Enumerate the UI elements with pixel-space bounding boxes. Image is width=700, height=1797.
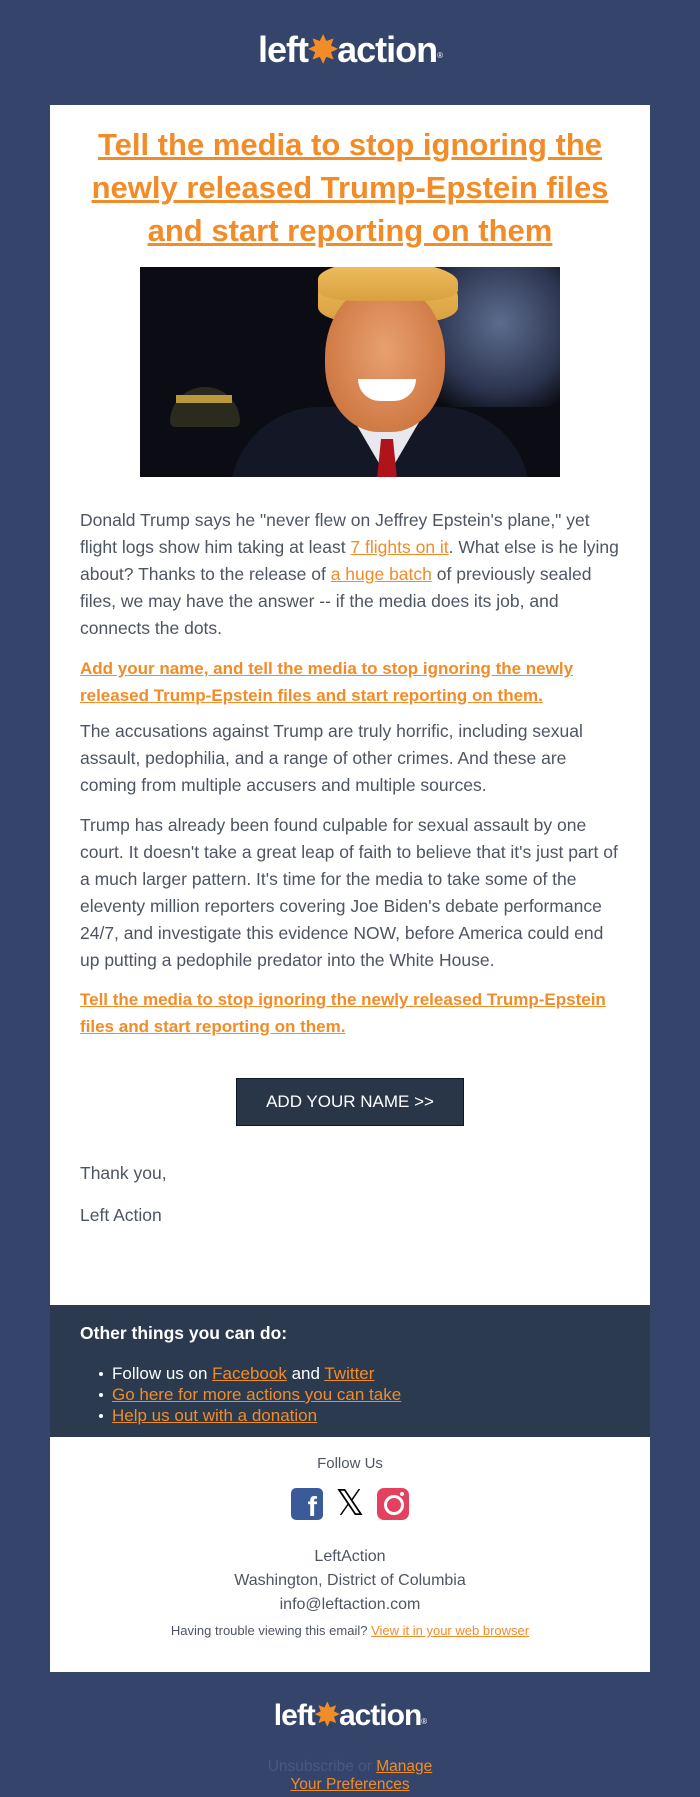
cta-link-1[interactable]: Add your name, and tell the media to stop ignoring the newly released Trump-Epstein files and start reporting on them. bbox=[80, 659, 574, 705]
org-address bbox=[50, 1545, 650, 1617]
registered-mark: ® bbox=[437, 51, 443, 60]
logo-text-left: left bbox=[273, 1699, 315, 1732]
org-email: info@leftaction.com bbox=[279, 1596, 421, 1613]
email-card bbox=[50, 105, 650, 1672]
twitter-link[interactable]: Twitter bbox=[324, 1364, 375, 1383]
paragraph-text: . What else is he lying about? Thanks to the release of bbox=[80, 537, 619, 584]
add-your-name-button[interactable]: ADD YOUR NAME >> bbox=[236, 1078, 464, 1126]
burst-icon: ✸ bbox=[314, 1699, 339, 1732]
other-actions-panel bbox=[50, 1305, 650, 1437]
other-actions-title: Other things you can do: bbox=[80, 1323, 288, 1343]
headline-link[interactable]: Tell the media to stop ignoring the newly released Trump-Epstein files and start reporting on them bbox=[91, 127, 609, 248]
facebook-link[interactable]: Facebook bbox=[212, 1364, 287, 1383]
more-actions-link[interactable]: Go here for more actions you can take bbox=[112, 1385, 402, 1404]
registered-mark: ® bbox=[421, 1717, 427, 1726]
unsubscribe-link[interactable]: Unsubscribe bbox=[267, 1758, 354, 1775]
list-item bbox=[112, 1405, 401, 1426]
follow-us-label: Follow Us bbox=[317, 1455, 383, 1472]
cta-link-2[interactable]: Tell the media to stop ignoring the newly released Trump-Epstein files and start reporting on them. bbox=[80, 990, 606, 1036]
social-icons bbox=[290, 1483, 410, 1524]
paragraph-text: of previously sealed files, we may have the answer -- if the media does its job, and connects the dots. bbox=[80, 564, 592, 638]
x-twitter-icon[interactable]: 𝕏 bbox=[335, 1483, 365, 1524]
headline bbox=[80, 123, 620, 252]
trouble-viewing: Having trouble viewing this email? View it in your web browser bbox=[170, 1623, 530, 1638]
logo-text-right: action bbox=[338, 1699, 422, 1732]
cta-add-name bbox=[80, 655, 620, 709]
burst-icon: ✸ bbox=[307, 29, 338, 70]
instagram-icon[interactable] bbox=[377, 1488, 409, 1520]
logo-text-left: left bbox=[257, 29, 308, 70]
paragraph-text: Donald Trump says he "never flew on Jeffrey Epstein's plane," yet flight logs show him taking at least bbox=[80, 510, 590, 557]
logo-text-right: action bbox=[337, 29, 438, 70]
signature: Left Action bbox=[80, 1205, 162, 1225]
thanks-text: Thank you, bbox=[80, 1163, 167, 1183]
list-item bbox=[112, 1384, 401, 1405]
hero-image bbox=[140, 267, 560, 477]
web-browser-link[interactable]: View it in your web browser bbox=[371, 1623, 530, 1638]
paragraph-intro bbox=[80, 507, 620, 642]
huge-batch-link[interactable]: a huge batch bbox=[330, 564, 432, 584]
unsubscribe-block: Unsubscribe or Manage Your Preferences bbox=[267, 1758, 433, 1793]
leftaction-logo-footer bbox=[0, 1696, 700, 1736]
donation-link[interactable]: Help us out with a donation bbox=[112, 1406, 318, 1425]
paragraph-culpable: Trump has already been found culpable for sexual assault by one court. It doesn't take a great leap of faith to believe that it's just part of a much larger pattern. It's time for the media to take some of the eleventy million reporters covering Joe Biden's debate performance 24/7, and investigate this evidence NOW, before America could end up putting a pedophile predator into the White House. bbox=[80, 815, 618, 970]
cta-tell-media bbox=[80, 986, 620, 1040]
list-item: Follow us on Facebook and Twitter bbox=[112, 1363, 401, 1384]
other-actions-list bbox=[112, 1363, 401, 1426]
org-location: Washington, District of Columbia bbox=[234, 1572, 466, 1589]
facebook-icon[interactable]: f bbox=[291, 1488, 323, 1520]
paragraph-accusations: The accusations against Trump are truly horrific, including sexual assault, pedophilia, and a range of other crimes. And these are coming from multiple accusers and multiple sources. bbox=[80, 721, 583, 795]
flights-link[interactable]: 7 flights on it bbox=[350, 537, 449, 557]
leftaction-logo bbox=[0, 28, 700, 72]
manage-preferences-link-2[interactable]: Your Preferences bbox=[290, 1776, 410, 1793]
manage-preferences-link[interactable]: Manage bbox=[376, 1758, 433, 1775]
org-name: LeftAction bbox=[314, 1548, 386, 1565]
